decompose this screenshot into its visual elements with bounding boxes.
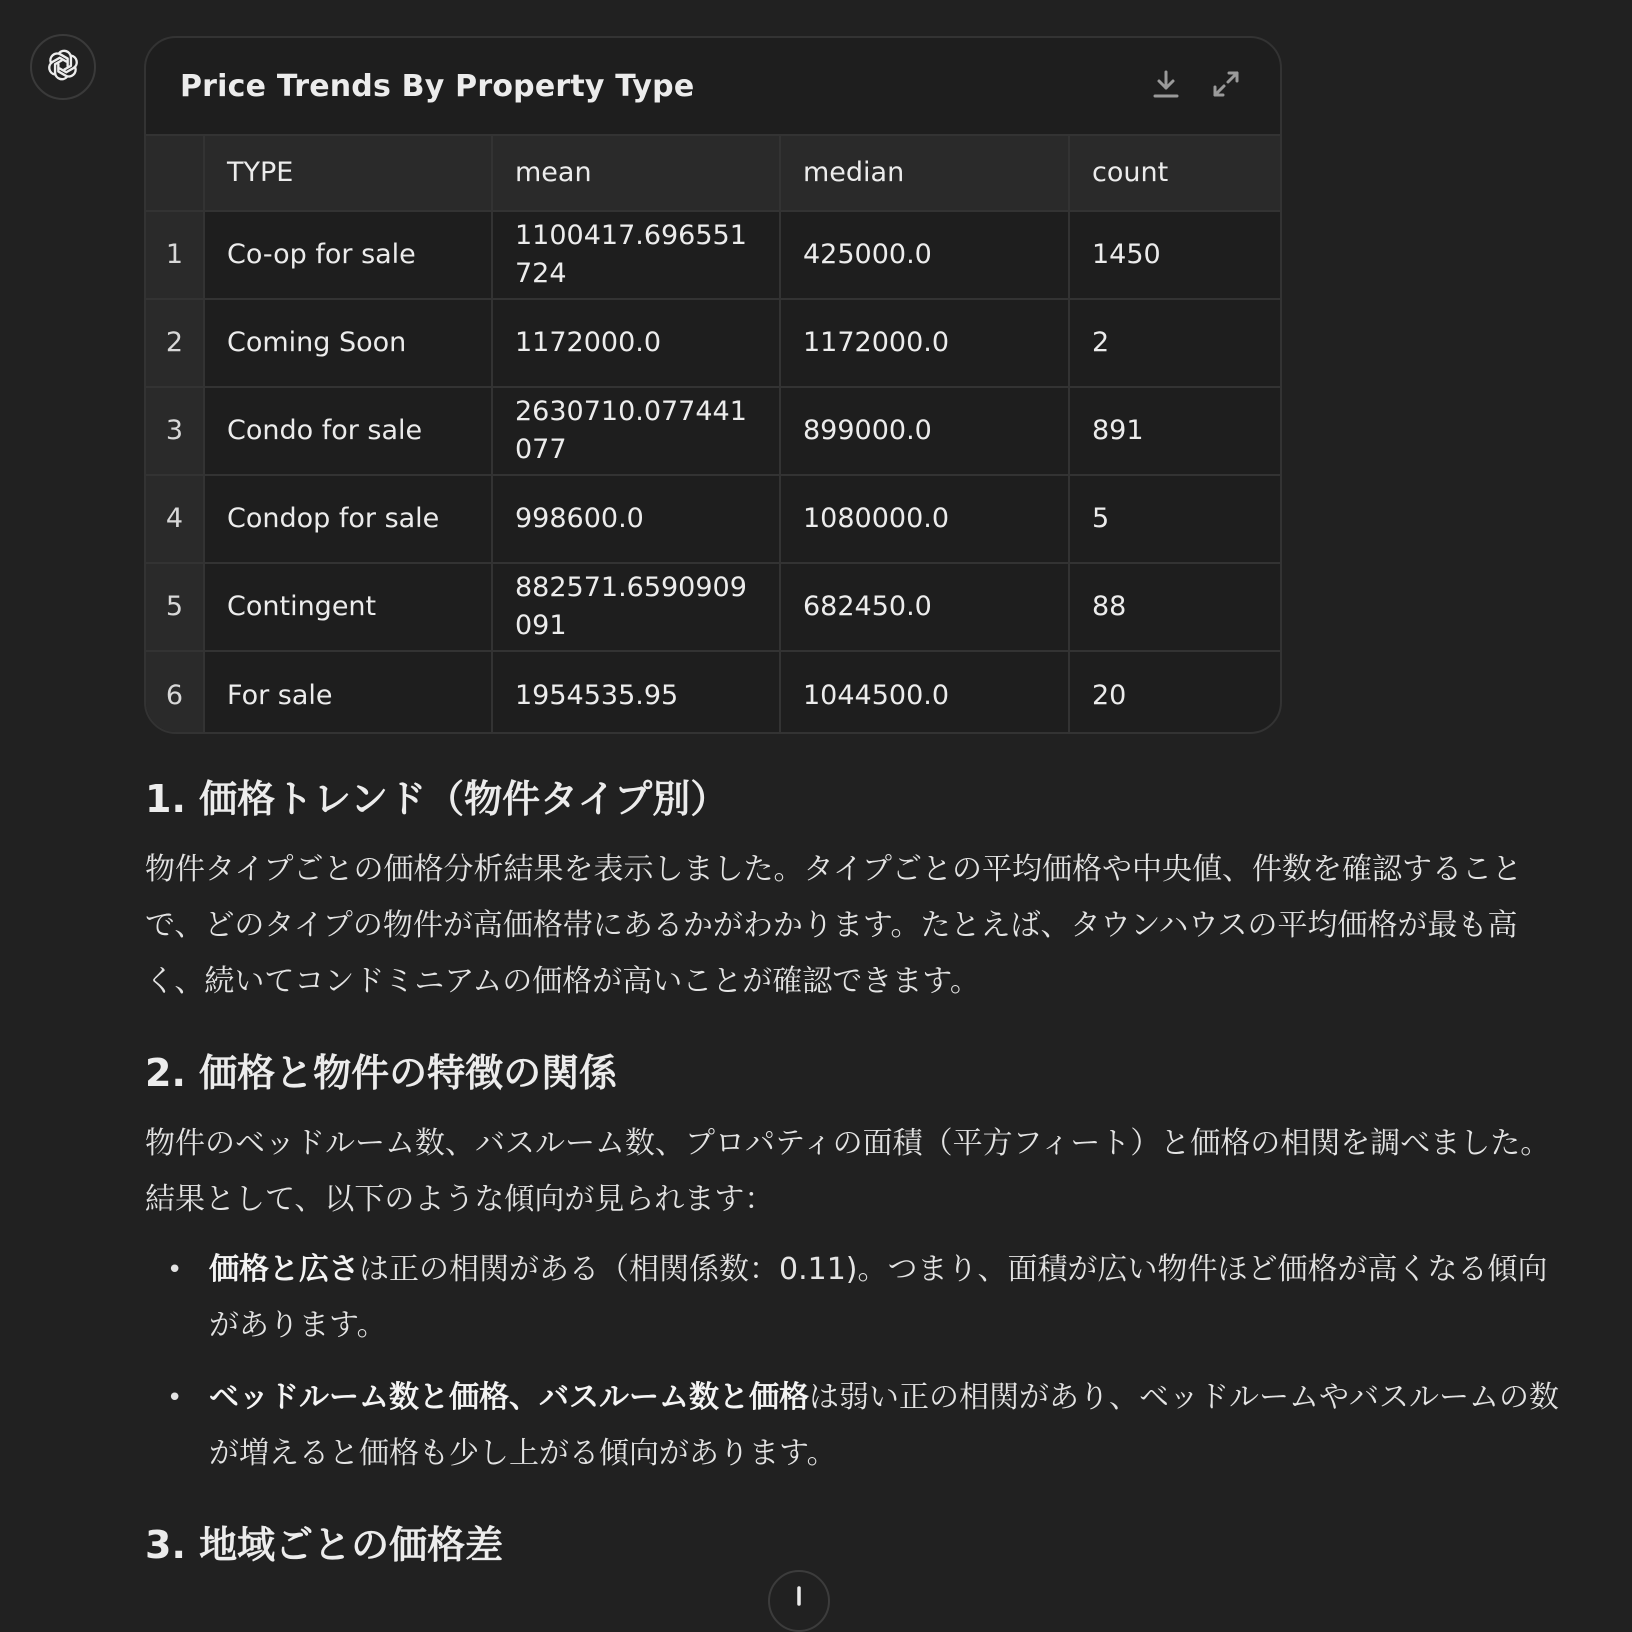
cell-count: 5 (1069, 475, 1280, 563)
section-heading: 1. 価格トレンド（物件タイプ別） (145, 777, 729, 821)
list-item (167, 1242, 1565, 1354)
table-row (146, 651, 1280, 734)
download-button[interactable] (1144, 64, 1188, 108)
cell-count: 2 (1069, 299, 1280, 387)
cell-mean: 2630710.077441077 (492, 387, 780, 475)
cell-median: 899000.0 (780, 387, 1069, 475)
openai-logo-icon (44, 46, 82, 88)
row-index: 3 (146, 387, 204, 475)
table-header-row (146, 135, 1280, 211)
table-row (146, 211, 1280, 299)
cell-mean: 1172000.0 (492, 299, 780, 387)
table-row (146, 475, 1280, 563)
cell-median: 1172000.0 (780, 299, 1069, 387)
row-index: 4 (146, 475, 204, 563)
cell-type: Coming Soon (204, 299, 492, 387)
download-icon (1152, 69, 1180, 103)
list-item-text: は正の相関がある（相関係数：0.11)。つまり、面積が広い物件ほど価格が高くなる傾向があります。 (209, 1252, 1548, 1343)
row-index: 1 (146, 211, 204, 299)
section-heading: 3. 地域ごとの価格差 (145, 1523, 504, 1567)
cell-type: Condop for sale (204, 475, 492, 563)
list-item-text: は弱い正の相関があり、ベッドルームやバスルームの数が増えると価格も少し上がる傾向があります。 (209, 1380, 1559, 1471)
table-row (146, 299, 1280, 387)
cell-median: 425000.0 (780, 211, 1069, 299)
card-header (146, 38, 1280, 134)
cell-type: Condo for sale (204, 387, 492, 475)
list-item-bold: 価格と広さ (209, 1252, 359, 1287)
cell-count: 1450 (1069, 211, 1280, 299)
section-regional-price (145, 1516, 1565, 1574)
cell-median: 1044500.0 (780, 651, 1069, 734)
table-row (146, 387, 1280, 475)
assistant-message-body (145, 770, 1565, 1574)
section-paragraph: 物件のベッドルーム数、バスルーム数、プロパティの面積（平方フィート）と価格の相関を調べました。結果として、以下のような傾向が見られます： (145, 1126, 1551, 1217)
table-row (146, 563, 1280, 651)
expand-button[interactable] (1204, 64, 1248, 108)
column-header-type[interactable]: TYPE (204, 135, 492, 211)
section-price-features (145, 1044, 1565, 1482)
column-header-index[interactable] (146, 135, 204, 211)
cell-count: 891 (1069, 387, 1280, 475)
arrow-down-icon (787, 1572, 811, 1630)
bullet-icon: • (167, 1255, 183, 1285)
expand-icon (1211, 69, 1241, 103)
cell-count: 88 (1069, 563, 1280, 651)
row-index: 6 (146, 651, 204, 734)
cell-mean: 998600.0 (492, 475, 780, 563)
column-header-median[interactable]: median (780, 135, 1069, 211)
cell-median: 1080000.0 (780, 475, 1069, 563)
cell-mean: 882571.6590909091 (492, 563, 780, 651)
card-title: Price Trends By Property Type (180, 68, 695, 104)
price-trends-table (146, 134, 1280, 734)
scroll-to-bottom-button[interactable] (768, 1570, 830, 1632)
cell-mean: 1100417.696551724 (492, 211, 780, 299)
row-index: 5 (146, 563, 204, 651)
row-index: 2 (146, 299, 204, 387)
cell-type: Contingent (204, 563, 492, 651)
column-header-mean[interactable]: mean (492, 135, 780, 211)
cell-mean: 1954535.95 (492, 651, 780, 734)
section-price-trends (145, 770, 1565, 1010)
bullet-icon: • (167, 1383, 183, 1413)
cell-median: 682450.0 (780, 563, 1069, 651)
section-heading: 2. 価格と物件の特徴の関係 (145, 1051, 618, 1095)
section-paragraph: 物件タイプごとの価格分析結果を表示しました。タイプごとの平均価格や中央値、件数を確認することで、どのタイプの物件が高価格帯にあるかがわかります。たとえば、タウンハウスの平均価格が最も高く、続いてコンドミニアムの価格が高いことが確認できます。 (145, 852, 1522, 999)
cell-type: For sale (204, 651, 492, 734)
cell-count: 20 (1069, 651, 1280, 734)
bullet-list (145, 1242, 1565, 1482)
assistant-avatar (30, 34, 96, 100)
cell-type: Co-op for sale (204, 211, 492, 299)
data-table-card (144, 36, 1282, 734)
list-item-bold: ベッドルーム数と価格、バスルーム数と価格 (209, 1380, 809, 1415)
list-item (167, 1370, 1565, 1482)
column-header-count[interactable]: count (1069, 135, 1280, 211)
